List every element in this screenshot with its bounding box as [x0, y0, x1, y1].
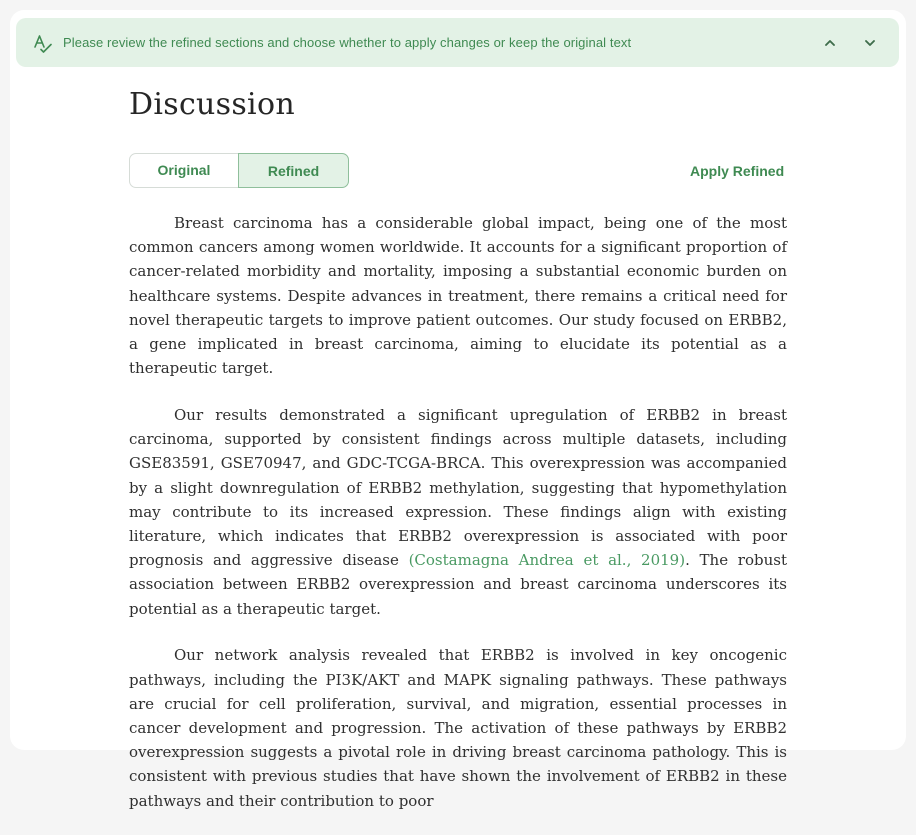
paragraph-text: . The robust association between ERBB2 overexpression and breast carcinoma underscores its potential as a therapeutic target. — [129, 551, 787, 618]
chevron-down-icon — [863, 36, 877, 50]
paragraph-text: Our results demonstrated a significant upregulation of ERBB2 in breast carcinoma, supported by consistent findings across multiple datasets, including GSE83591, GSE70947, and GDC-TCGA-BRCA. This overexpression was accompanied by a slight downregulation of ERBB2 methylation, suggesting that hypomethylation may contribute to its increased expression. These findings align with existing literature, which indicates that ERBB2 overexpression is associated with poor prognosis and aggressive disease — [129, 406, 787, 570]
review-banner — [16, 18, 899, 67]
spellcheck-icon — [33, 33, 53, 53]
paragraph — [129, 403, 787, 621]
apply-refined-button[interactable]: Apply Refined — [690, 163, 785, 179]
version-toggle — [129, 153, 348, 188]
chevron-up-icon — [823, 36, 837, 50]
document-body — [129, 211, 787, 835]
next-change-button[interactable] — [857, 30, 883, 56]
previous-change-button[interactable] — [817, 30, 843, 56]
paragraph: Breast carcinoma has a considerable global impact, being one of the most common cancers among women worldwide. It accounts for a significant proportion of cancer-related morbidity and mortality, imposing a substantial economic burden on healthcare systems. Despite advances in treatment, there remains a critical need for novel therapeutic targets to improve patient outcomes. Our study focused on ERBB2, a gene implicated in breast carcinoma, aiming to elucidate its potential as a therapeutic target. — [129, 214, 787, 378]
tab-original[interactable]: Original — [157, 162, 211, 178]
banner-message: Please review the refined sections and choose whether to apply changes or keep the original text — [63, 35, 632, 50]
paragraph: Our network analysis revealed that ERBB2 is involved in key oncogenic pathways, including the PI3K/AKT and MAPK signaling pathways. These pathways are crucial for cell proliferation, survival, and migration, essential processes in cancer development and progression. The activation of these pathways by ERBB2 overexpression suggests a pivotal role in driving breast carcinoma pathology. This is consistent with previous studies that have shown the involvement of ERBB2 in these pathways and their contribution to poor — [129, 646, 787, 810]
citation-link[interactable]: (Costamagna Andrea et al., 2019) — [408, 551, 686, 570]
page-title: Discussion — [129, 87, 295, 122]
tab-refined[interactable]: Refined — [238, 153, 349, 188]
